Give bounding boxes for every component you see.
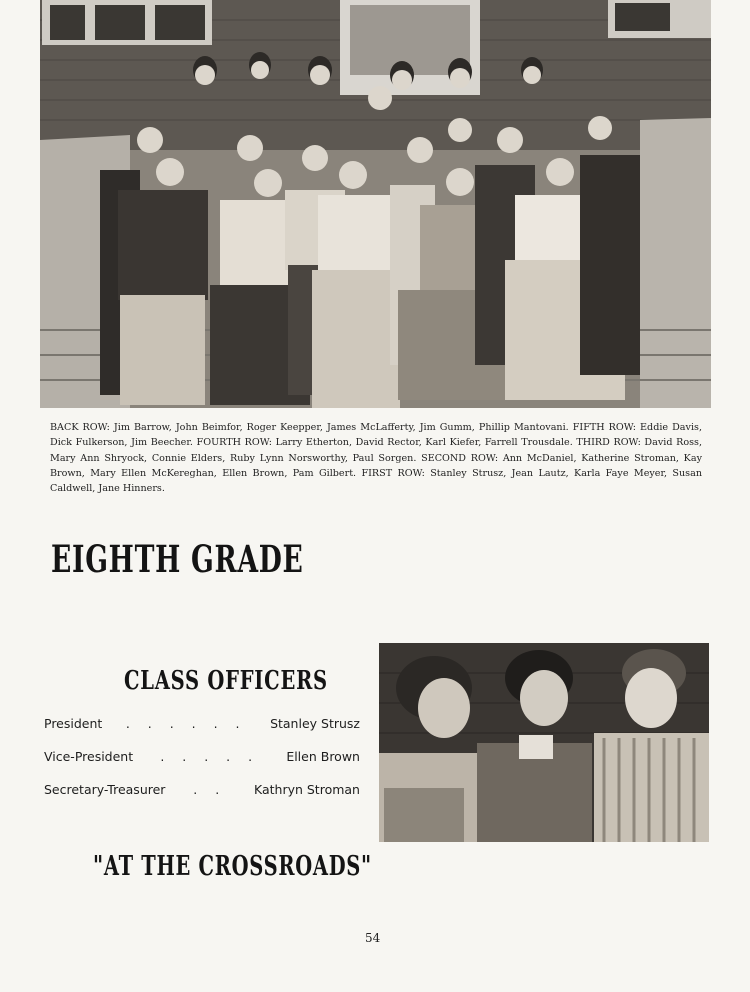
class-group-photo <box>40 0 711 408</box>
officer-row-secretary-treasurer <box>44 782 360 797</box>
leader-dots: . . . . . . <box>125 716 247 731</box>
officer-role: Secretary-Treasurer <box>44 782 166 797</box>
leader-dots: . . <box>193 782 227 797</box>
officer-name: Kathryn Stroman <box>253 782 360 797</box>
officer-row-vice-president <box>44 749 360 764</box>
class-officers-photo <box>379 643 709 842</box>
officer-name: Stanley Strusz <box>270 716 360 731</box>
theme-title: "AT THE CROSSROADS" <box>93 851 372 882</box>
officer-row-president <box>44 716 360 731</box>
officer-role: President <box>44 716 103 731</box>
class-officers-heading: CLASS OFFICERS <box>124 666 328 696</box>
page-number: 54 <box>365 931 381 945</box>
officer-name: Ellen Brown <box>286 749 360 764</box>
officer-role: Vice-President <box>44 749 134 764</box>
page-title: EIGHTH GRADE <box>51 537 304 581</box>
photo-caption: BACK ROW: Jim Barrow, John Beimfor, Roger Keepper, James McLafferty, Jim Gumm, Phillip Mantovani. FIFTH ROW: Eddie Davis, Dick Fulkerson, Jim Beecher. FOURTH ROW: Larry Etherton, David Rector, Karl Kiefer, Farrell Trousdale. THIRD ROW: David Ross, Mary Ann Shryock, Connie Elders, Ruby Lynn Norsworthy, Paul Sorgen. SECOND ROW: Ann McDaniel, Katherine Stroman, Kay Brown, Mary Ellen McKereghan, Ellen Brown, Pam Gilbert. FIRST ROW: Stanley Strusz, Jean Lautz, Karla Faye Meyer, Susan Caldwell, Jane Hinners. <box>50 422 702 495</box>
leader-dots: . . . . . <box>160 749 260 764</box>
